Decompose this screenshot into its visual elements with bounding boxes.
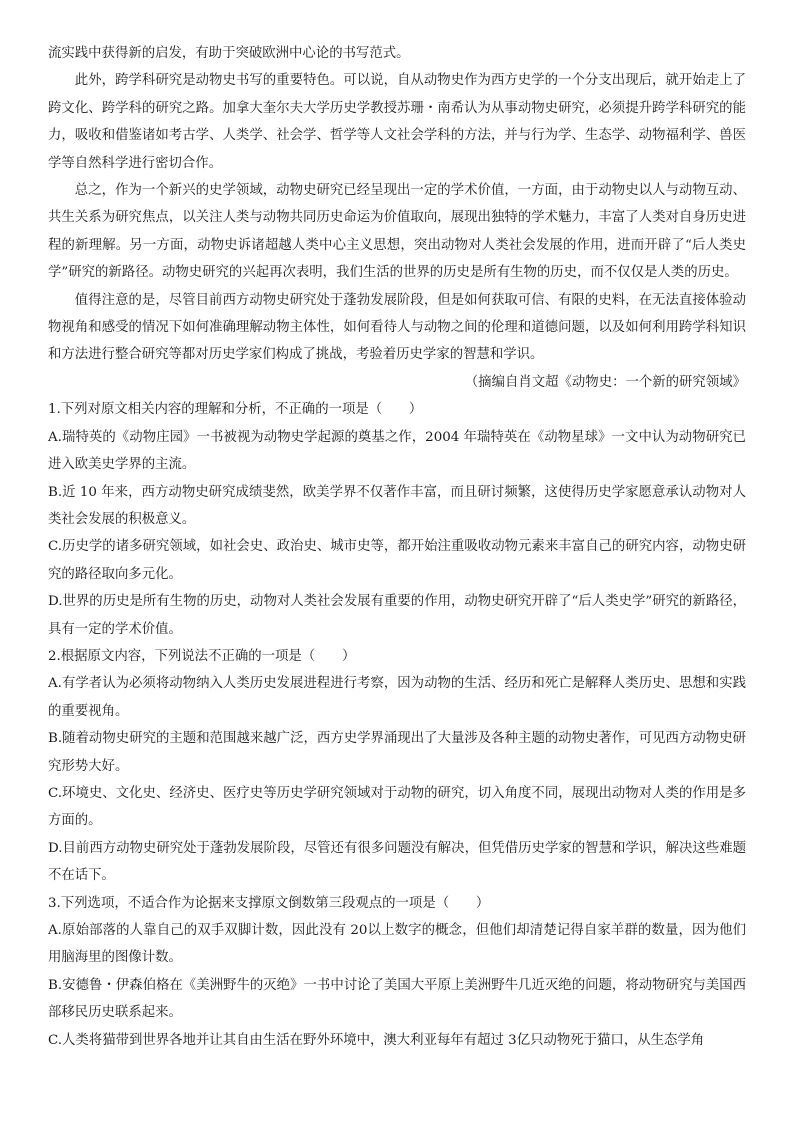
question-1-option-d: D.世界的历史是所有生物的历史，动物对人类社会发展有重要的作用，动物史研究开辟了“后人类史学”研究的新路径，具有一定的学术价值。 (48, 594, 746, 637)
question-2-stem: 2.根据原文内容，下列说法不正确的一项是（ ） (48, 648, 356, 664)
document-content (48, 40, 746, 1054)
question-3-option-a: A.原始部落的人靠自己的双手双脚计数，因此没有 20以上数字的概念，但他们却清楚记得自家羊群的数量，因为他们用脑海里的图像计数。 (48, 923, 746, 966)
question-2-option-b: B.随着动物史研究的主题和范围越来越广泛，西方史学界涌现出了大量涉及各种主题的动物史著作，可见西方动物史研究形势大好。 (48, 731, 746, 774)
question-3-option-b: B.安德鲁・伊森伯格在《美洲野牛的灭绝》一书中讨论了美国大平原上美洲野牛几近灭绝的问题，将动物研究与美国西部移民历史联系起来。 (48, 977, 746, 1021)
passage-paragraph-3: 值得注意的是，尽管目前西方动物史研究处于蓬勃发展阶段，但是如何获取可信、有限的史料，在无法直接体验动物视角和感受的情况下如何准确理解动物主体性，如何看待人与动物之间的伦理和道德问题，以及如何利用跨学科知识和方法进行整合研究等都对历史学家们构成了挑战，考验着历史学家的智慧和学识。 (48, 292, 746, 363)
question-2-option-a: A.有学者认为必须将动物纳入人类历史发展进程进行考察，因为动物的生活、经历和死亡是解释人类历史、思想和实践的重要视角。 (48, 676, 746, 719)
question-1-stem: 1.下列对原文相关内容的理解和分析，不正确的一项是（ ） (48, 402, 423, 418)
passage-paragraph-2: 总之，作为一个新兴的史学领域，动物史研究已经呈现出一定的学术价值，一方面，由于动物史以人与动物互动、共生关系为研究焦点，以关注人类与动物共同历史命运为价值取向，展现出独特的学术魅力，丰富了人类对自身历史进程的新理解。另一方面，动物史诉诸超越人类中心主义思想，突出动物对人类社会发展的作用，进而开辟了“后人类史学”研究的新路径。动物史研究的兴起再次表明，我们生活的世界的历史是所有生物的历史，而不仅仅是人类的历史。 (48, 183, 746, 281)
passage-paragraph-0: 流实践中获得新的启发，有助于突破欧洲中心论的书写范式。 (48, 46, 410, 61)
question-3-stem: 3.下列选项，不适合作为论据来支撑原文倒数第三段观点的一项是（ ） (48, 895, 490, 911)
passage-paragraph-1: 此外，跨学科研究是动物史书写的重要特色。可以说，自从动物史作为西方史学的一个分支出现后，就开始走上了跨文化、跨学科的研究之路。加拿大奎尔夫大学历史学教授苏珊・南希认为从事动物史研究，必须提升跨学科研究的能力，吸收和借鉴诸如考古学、人类学、社会学、哲学等人文社会学科的方法，并与行为学、生态学、动物福利学、兽医学等自然科学进行密切合作。 (48, 73, 746, 171)
question-1-option-c: C.历史学的诸多研究领域，如社会史、政治史、城市史等，都开始注重吸收动物元素来丰富自己的研究内容，动物史研究的路径取向多元化。 (48, 539, 746, 582)
question-3-option-c: C.人类将猫带到世界各地并让其自由生活在野外环境中，澳大利亚每年有超过 3亿只动物死于猫口，从生态学角 (48, 1032, 705, 1048)
question-1-option-a: A.瑞特英的《动物庄园》一书被视为动物史学起源的奠基之作，2004 年瑞特英在《动物星球》一文中认为动物研究已进入欧美史学界的主流。 (48, 429, 746, 473)
question-2-option-c: C.环境史、文化史、经济史、医疗史等历史学研究领域对于动物的研究，切入角度不同，展现出动物对人类的作用是多方面的。 (48, 785, 746, 829)
question-2-option-d: D.目前西方动物史研究处于蓬勃发展阶段，尽管还有很多问题没有解决，但凭借历史学家的智慧和学识，解决这些难题不在话下。 (48, 840, 746, 884)
passage-source: （摘编自肖文超《动物史：一个新的研究领域》 (464, 374, 746, 390)
question-1-option-b: B.近 10 年来，西方动物史研究成绩斐然，欧美学界不仅著作丰富，而且研讨频繁，这使得历史学家愿意承认动物对人类社会发展的积极意义。 (48, 484, 746, 527)
